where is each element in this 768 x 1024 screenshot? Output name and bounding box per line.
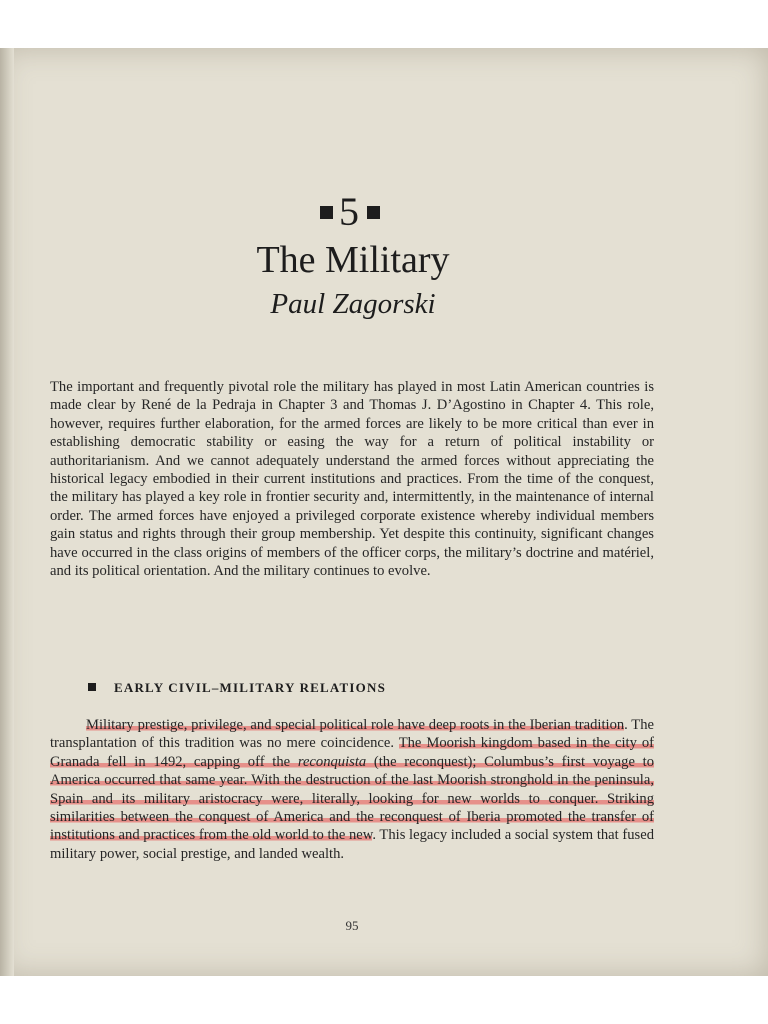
scanned-book-page	[0, 48, 768, 976]
highlighted-text: The Moorish kingdom based in the city of Granada fell in 1492, capping off the	[50, 735, 654, 770]
intro-paragraph: The important and frequently pivotal role the military has played in most Latin American countries is made clear by René de la Pedraja in Chapter 3 and Thomas J. D’Agostino in Chapter 4. This role, however, requires further elaboration, for the armed forces are likely to be more critical than ever in establishing democratic stability or easing the way for a return of political instability or authoritarianism. And we cannot adequately understand the armed forces without appreciating the historical legacy embodied in their current institutions and practices. From the time of the conquest, the military has played a key role in frontier security and, intermittently, in the maintenance of internal order. The armed forces have enjoyed a privileged corporate existence whereby individual members gain status and rights through their group membership. Yet despite this continuity, significant changes have occurred in the class origins of members of the officer corps, the military’s doctrine and matériel, and its political orientation. And the military continues to evolve.	[50, 379, 654, 580]
section-heading	[88, 680, 386, 696]
square-bullet-icon	[367, 206, 380, 219]
chapter-author: Paul Zagorski	[270, 288, 436, 320]
highlighted-text: reconquista	[297, 753, 367, 770]
paragraph-text: . The transplantation of this tradition was no mere coincidence.	[50, 717, 654, 752]
chapter-number	[0, 188, 700, 235]
highlighted-text: Military prestige, privilege, and special political role have deep roots in the Iberian tradition	[86, 717, 625, 733]
highlighted-text: (the reconquest); Columbus’s first voyage to America occurred that same year. With the destruction of the last Moorish stronghold in the peninsula, Spain and its military aristocracy were, literally, looking for new worlds to conquer. Striking similarities between the conquest of America and the reconquest of Iberia promoted the transfer of institutions and practices from the old world to the new	[50, 753, 654, 844]
square-bullet-icon	[88, 683, 96, 691]
chapter-number-text: 5	[339, 189, 361, 234]
section-heading-text: EARLY CIVIL–MILITARY RELATIONS	[114, 680, 386, 695]
section-paragraph	[50, 716, 654, 863]
chapter-title: The Military	[256, 239, 450, 281]
square-bullet-icon	[320, 206, 333, 219]
page-number: 95	[345, 918, 359, 933]
paragraph-text: . This legacy included a social system that fused military power, social prestige, and landed wealth.	[50, 827, 655, 862]
